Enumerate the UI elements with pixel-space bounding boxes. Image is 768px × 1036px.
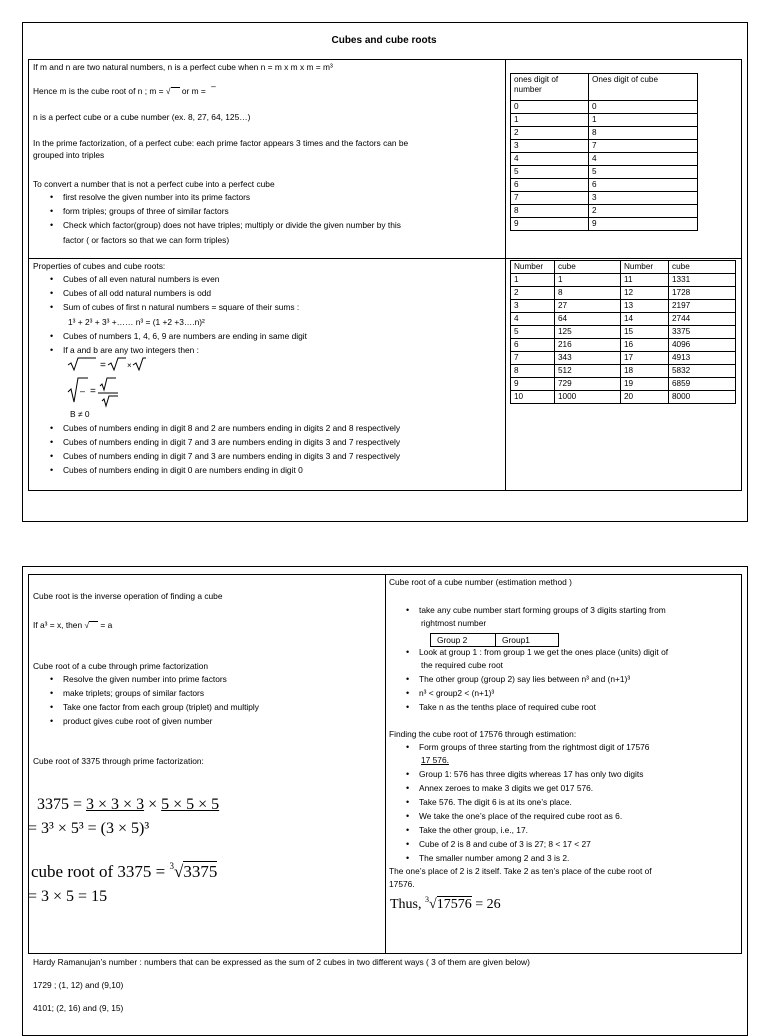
table-row — [511, 140, 698, 153]
table-cell: 13 — [621, 300, 669, 313]
table-cell: 2 — [589, 205, 698, 218]
equation-line-2: = 3³ × 5³ = (3 × 5)³ — [28, 820, 150, 837]
estimation-title: Cube root of a cube number (estimation method ) — [389, 577, 572, 587]
convert-steps — [33, 192, 503, 231]
table-row — [511, 352, 736, 365]
table-header: Ones digit of cube — [589, 74, 698, 101]
table-cell: 1728 — [669, 287, 736, 300]
eq1-part-c: × — [144, 796, 162, 813]
table-cell: 8 — [511, 365, 555, 378]
list-item: • form triples; groups of three of similar factors — [33, 206, 503, 217]
conclusion-line-2: 17576. — [389, 879, 415, 889]
table-row — [511, 114, 698, 127]
table-cell: 4 — [511, 313, 555, 326]
finding-steps-b — [389, 769, 741, 864]
estimation-step-continued: rightmost number — [421, 618, 487, 628]
table-row — [511, 153, 698, 166]
table-row — [511, 326, 736, 339]
table-cell: 9 — [511, 378, 555, 391]
table-cell: 64 — [555, 313, 621, 326]
table-cell: 7 — [511, 192, 589, 205]
table-cell: 5 — [589, 166, 698, 179]
thus-part-a: Thus, — [390, 897, 425, 912]
group-1-box: Group1 — [496, 633, 559, 647]
table-cell: 8 — [589, 127, 698, 140]
radical-symbol: √ — [173, 862, 184, 881]
intro-example: n is a perfect cube or a cube number (ex. 8, 27, 64, 125…) — [33, 112, 251, 122]
list-item: • Cubes of all odd natural numbers is odd — [33, 288, 503, 299]
list-item: • make triplets; groups of similar factors — [33, 688, 383, 699]
intro-definition: If m and n are two natural numbers, n is a perfect cube when n = m x m x m = m³ — [33, 62, 333, 72]
svg-text:–: – — [80, 386, 86, 396]
table-cell: 3 — [511, 300, 555, 313]
table-header: cube — [669, 261, 736, 274]
table-cell: 5 — [511, 326, 555, 339]
list-item: • We take the one’s place of the required cube root as 6. — [389, 811, 741, 822]
radical-symbol: √ — [166, 86, 180, 97]
estimation-step-continued: the required cube root — [421, 660, 503, 670]
table-cell: 2 — [511, 287, 555, 300]
hardy-ramanujan-item: 1729 ; (1, 12) and (9,10) — [33, 980, 124, 990]
table-cell: 216 — [555, 339, 621, 352]
table-cell: 0 — [589, 101, 698, 114]
table-header: Number — [511, 261, 555, 274]
intro-cube-root — [33, 81, 216, 97]
list-item: • n³ < group2 < (n+1)³ — [389, 688, 741, 699]
equation-line-4: = 3 × 5 = 15 — [28, 888, 108, 905]
ending-properties-list — [33, 423, 503, 476]
list-item: • Group 1: 576 has three digits whereas 17 has only two digits — [389, 769, 741, 780]
table-cell: 12 — [621, 287, 669, 300]
list-item: • Look at group 1 : from group 1 we get the ones place (units) digit of — [389, 647, 741, 658]
list-item: • Resolve the given number into prime factors — [33, 674, 383, 685]
table-row — [511, 192, 698, 205]
equation-line-3 — [31, 862, 217, 882]
cubes-table — [510, 260, 736, 404]
table-header: Number — [621, 261, 669, 274]
thus-equation — [390, 897, 501, 913]
list-item: • take any cube number start forming groups of 3 digits starting from — [389, 605, 741, 616]
table-cell: 2 — [511, 127, 589, 140]
table-cell: 512 — [555, 365, 621, 378]
properties-title: Properties of cubes and cube roots: — [33, 261, 166, 271]
table-cell: 9 — [511, 218, 589, 231]
list-item: • Take n as the tenths place of required cube root — [389, 702, 741, 713]
estimation-steps-a — [389, 605, 741, 616]
table-cell: 2744 — [669, 313, 736, 326]
table-cell: 1 — [589, 114, 698, 127]
convert-steps-continued: factor ( or factors so that we can form triples) — [63, 235, 230, 245]
list-item: • Take 576. The digit 6 is at its one’s place. — [389, 797, 741, 808]
table-cell: 729 — [555, 378, 621, 391]
list-item: • Check which factor(group) does not have triples; multiply or divide the given number by this — [33, 220, 503, 231]
eq3-part-b: 3375 — [183, 862, 218, 881]
list-item: • Cubes of numbers ending in digit 8 and 2 are numbers ending in digits 2 and 8 respectively — [33, 423, 503, 434]
table-cell: 1331 — [669, 274, 736, 287]
table-row — [511, 205, 698, 218]
table-cell: 4 — [511, 153, 589, 166]
finding-steps-a — [389, 742, 741, 753]
table-cell: 6 — [589, 179, 698, 192]
table-cell: 8 — [511, 205, 589, 218]
table-cell: 4096 — [669, 339, 736, 352]
grid-divider-vertical — [505, 59, 506, 491]
list-item: • Cubes of numbers ending in digit 7 and 3 are numbers ending in digits 3 and 7 respectively — [33, 437, 503, 448]
ones-digit-table — [510, 73, 698, 231]
table-header: cube — [555, 261, 621, 274]
table-cell: 16 — [621, 339, 669, 352]
hardy-ramanujan-item: 4101; (2, 16) and (9, 15) — [33, 1003, 124, 1013]
example-title: Cube root of 3375 through prime factorization: — [33, 756, 204, 766]
list-item: • If a and b are any two integers then : — [33, 345, 503, 356]
list-item: • first resolve the given number into its prime factors — [33, 192, 503, 203]
table-cell: 3375 — [669, 326, 736, 339]
table-cell: 11 — [621, 274, 669, 287]
table-header-row — [511, 74, 698, 101]
properties-list — [33, 274, 503, 313]
intro-cube-root-b: or m = — [179, 86, 209, 96]
eq3-part-a: cube root of 3375 = — [31, 862, 170, 881]
table-cell: 6859 — [669, 378, 736, 391]
table-cell: 1 — [511, 274, 555, 287]
equation-line-1 — [37, 796, 219, 814]
table-cell: 5832 — [669, 365, 736, 378]
table-cell: 20 — [621, 391, 669, 404]
table-cell: 7 — [511, 352, 555, 365]
prime-factorization-title: Cube root of a cube through prime factorization — [33, 661, 209, 671]
table-cell: 3 — [511, 140, 589, 153]
svg-text:=: = — [100, 360, 106, 371]
hardy-ramanujan-title: Hardy Ramanujan’s number : numbers that can be expressed as the sum of 2 cubes in two different ways ( 3 of them are given below) — [33, 957, 530, 967]
page-title: Cubes and cube roots — [331, 35, 437, 46]
table-row — [511, 179, 698, 192]
table-cell: 27 — [555, 300, 621, 313]
table-cell: 7 — [589, 140, 698, 153]
table-cell: 8000 — [669, 391, 736, 404]
list-item: • Take the other group, i.e., 17. — [389, 825, 741, 836]
table-cell: 19 — [621, 378, 669, 391]
table-row — [511, 274, 736, 287]
intro-factorization-2: grouped into triples — [33, 150, 105, 160]
table-cell: 4913 — [669, 352, 736, 365]
intro-factorization-1: In the prime factorization, of a perfect cube: each prime factor appears 3 times and the factors can be — [33, 138, 409, 148]
intro-cube-root-a: Hence m is the cube root of n ; m = — [33, 86, 166, 96]
table-row — [511, 378, 736, 391]
prime-factorization-steps — [33, 674, 383, 727]
sum-of-cubes-formula: 1³ + 2³ + 3³ +…… n³ = (1 +2 +3….n)² — [68, 317, 205, 327]
table-row — [511, 339, 736, 352]
table-cell: 10 — [511, 391, 555, 404]
thus-part-c: = 26 — [471, 897, 501, 912]
svg-text:=: = — [90, 386, 96, 397]
table-cell: 1000 — [555, 391, 621, 404]
thus-part-b: 17576 — [436, 897, 472, 912]
list-item: • Cubes of numbers 1, 4, 6, 9 are numbers are ending in same digit — [33, 331, 503, 342]
group-boxes — [430, 630, 559, 648]
page-2-divider — [385, 574, 386, 954]
svg-text:×: × — [127, 361, 132, 370]
table-row — [511, 313, 736, 326]
inverse-formula-b: = a — [98, 620, 113, 630]
inverse-statement: Cube root is the inverse operation of finding a cube — [33, 591, 223, 601]
table-cell: 2197 — [669, 300, 736, 313]
estimation-steps-b — [389, 647, 741, 658]
radical-symbol: √ — [429, 897, 437, 912]
fraction-bar: – — [211, 81, 216, 91]
table-row — [511, 365, 736, 378]
table-header-row — [511, 261, 736, 274]
table-cell: 3 — [589, 192, 698, 205]
list-item: • Take one factor from each group (triplet) and multiply — [33, 702, 383, 713]
table-cell: 125 — [555, 326, 621, 339]
table-cell: 17 — [621, 352, 669, 365]
table-row — [511, 287, 736, 300]
quotient-rule-formula — [66, 374, 126, 410]
table-header: ones digit of number — [511, 74, 589, 101]
table-cell: 343 — [555, 352, 621, 365]
list-item: • product gives cube root of given number — [33, 716, 383, 727]
radical-symbol: √ — [84, 620, 98, 631]
cube-root-symbol: 3 — [425, 895, 429, 904]
table-cell: 4 — [589, 153, 698, 166]
table-row — [511, 300, 736, 313]
inverse-formula — [33, 620, 112, 631]
table-row — [511, 166, 698, 179]
list-item: • Cube of 2 is 8 and cube of 3 is 27; 8 < 17 < 27 — [389, 839, 741, 850]
table-cell: 0 — [511, 101, 589, 114]
list-item: • Annex zeroes to make 3 digits we get 017 576. — [389, 783, 741, 794]
cube-root-symbol: 3 — [169, 861, 174, 871]
list-item: • The smaller number among 2 and 3 is 2. — [389, 853, 741, 864]
table-cell: 15 — [621, 326, 669, 339]
table-cell: 6 — [511, 179, 589, 192]
list-item: • Sum of cubes of first n natural numbers = square of their sums : — [33, 302, 503, 313]
finding-title: Finding the cube root of 17576 through estimation: — [389, 729, 577, 739]
list-item: • Cubes of numbers ending in digit 7 and 3 are numbers ending in digits 3 and 7 respectively — [33, 451, 503, 462]
list-item: • Form groups of three starting from the rightmost digit of 17576 — [389, 742, 741, 753]
table-cell: 8 — [555, 287, 621, 300]
table-cell: 18 — [621, 365, 669, 378]
b-not-zero: B ≠ 0 — [70, 409, 90, 419]
estimation-steps-c — [389, 674, 741, 713]
table-cell: 14 — [621, 313, 669, 326]
product-rule-formula — [66, 356, 146, 372]
table-cell: 1 — [511, 114, 589, 127]
eq1-part-a: 3375 = — [37, 796, 87, 813]
conclusion-line-1: The one’s place of 2 is 2 itself. Take 2 as ten’s place of the cube root of — [389, 866, 652, 876]
grid-divider-horizontal — [28, 258, 742, 259]
group-example: 17 576. — [421, 755, 449, 765]
inverse-formula-a: If a³ = x, then — [33, 620, 85, 630]
table-row — [511, 391, 736, 404]
list-item: • The other group (group 2) say lies between n³ and (n+1)³ — [389, 674, 741, 685]
table-cell: 1 — [555, 274, 621, 287]
table-row — [511, 218, 698, 231]
table-row — [511, 101, 698, 114]
eq1-part-b: 3 × 3 × 3 — [86, 796, 145, 813]
table-row — [511, 127, 698, 140]
list-item: • Cubes of numbers ending in digit 0 are numbers ending in digit 0 — [33, 465, 503, 476]
table-cell: 9 — [589, 218, 698, 231]
table-cell: 5 — [511, 166, 589, 179]
group-2-box: Group 2 — [430, 633, 496, 647]
table-cell: 6 — [511, 339, 555, 352]
properties-list-2 — [33, 331, 503, 356]
list-item: • Cubes of all even natural numbers is even — [33, 274, 503, 285]
convert-title: To convert a number that is not a perfect cube into a perfect cube — [33, 179, 275, 189]
eq1-part-d: 5 × 5 × 5 — [161, 796, 220, 813]
